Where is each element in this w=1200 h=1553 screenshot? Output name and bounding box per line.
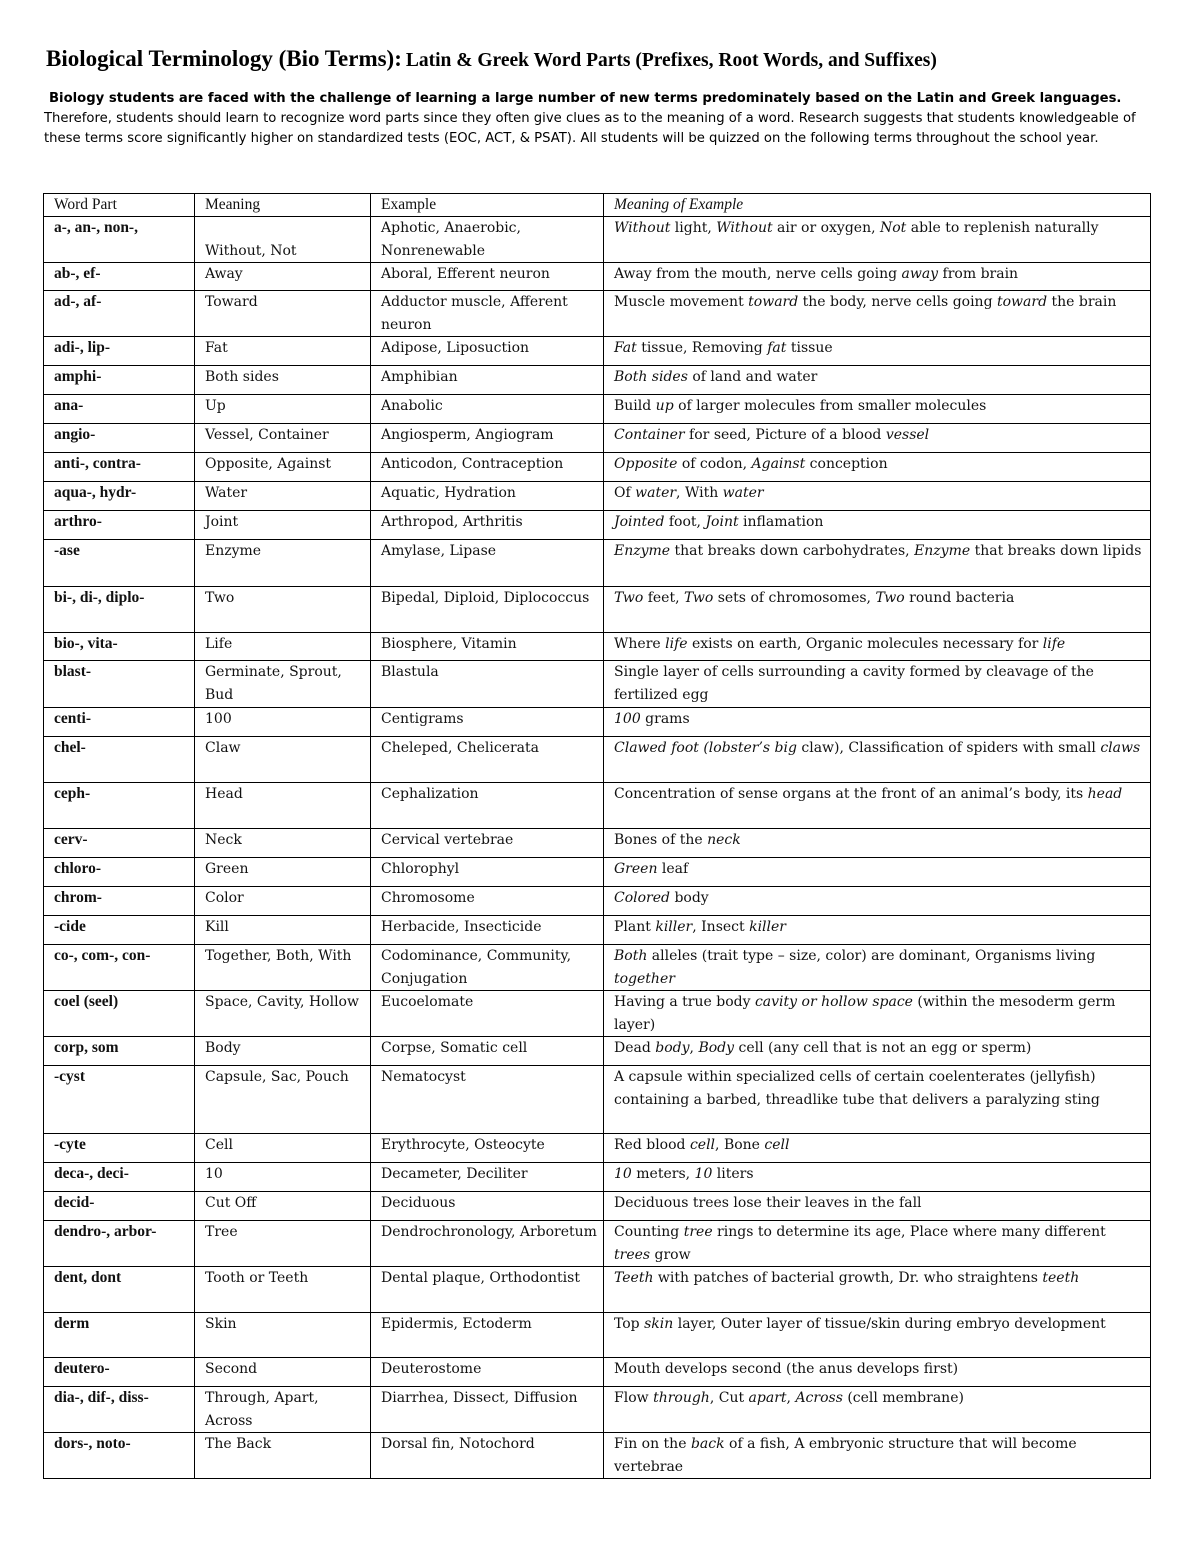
- meaning-cell: Life: [195, 633, 371, 661]
- table-row: [44, 1267, 1151, 1313]
- example-cell: Dental plaque, Orthodontist: [371, 1267, 604, 1313]
- word-part-cell: corp, som: [44, 1037, 195, 1066]
- table-row: [44, 661, 1151, 708]
- title-main: Biological Terminology (Bio Terms):: [46, 46, 402, 71]
- example-meaning-cell: Both alleles (trait type – size, color) are dominant, Organisms living together: [604, 945, 1151, 991]
- table-row: [44, 1358, 1151, 1387]
- meaning-cell: 10: [195, 1163, 371, 1192]
- example-meaning-cell: Muscle movement toward the body, nerve cells going toward the brain: [604, 291, 1151, 337]
- example-cell: Biosphere, Vitamin: [371, 633, 604, 661]
- example-meaning-cell: Without light, Without air or oxygen, Not able to replenish naturally: [604, 217, 1151, 263]
- meaning-cell: Without, Not: [195, 217, 371, 263]
- meaning-cell: Green: [195, 858, 371, 887]
- table-row: [44, 424, 1151, 453]
- example-meaning-cell: Of water, With water: [604, 482, 1151, 511]
- word-part-cell: aqua-, hydr-: [44, 482, 195, 511]
- example-cell: Cephalization: [371, 783, 604, 829]
- example-cell: Decameter, Deciliter: [371, 1163, 604, 1192]
- table-row: [44, 291, 1151, 337]
- word-part-cell: arthro-: [44, 511, 195, 540]
- table-row: [44, 511, 1151, 540]
- example-cell: Amphibian: [371, 366, 604, 395]
- meaning-cell: Space, Cavity, Hollow: [195, 991, 371, 1037]
- word-part-cell: bio-, vita-: [44, 633, 195, 661]
- word-part-cell: bi-, di-, diplo-: [44, 587, 195, 633]
- example-meaning-cell: Fin on the back of a fish, A embryonic structure that will become vertebrae: [604, 1433, 1151, 1479]
- example-meaning-cell: 100 grams: [604, 708, 1151, 737]
- meaning-cell: Claw: [195, 737, 371, 783]
- word-part-cell: -cide: [44, 916, 195, 945]
- table-row: [44, 829, 1151, 858]
- table-row: [44, 1433, 1151, 1479]
- example-cell: Centigrams: [371, 708, 604, 737]
- meaning-cell: The Back: [195, 1433, 371, 1479]
- table-row: [44, 587, 1151, 633]
- word-part-cell: deutero-: [44, 1358, 195, 1387]
- word-part-cell: -cyte: [44, 1134, 195, 1163]
- meaning-cell: Skin: [195, 1313, 371, 1358]
- word-part-cell: adi-, lip-: [44, 337, 195, 366]
- table-row: [44, 1192, 1151, 1221]
- example-cell: Arthropod, Arthritis: [371, 511, 604, 540]
- word-part-cell: decid-: [44, 1192, 195, 1221]
- meaning-cell: Up: [195, 395, 371, 424]
- word-part-cell: angio-: [44, 424, 195, 453]
- word-part-cell: ana-: [44, 395, 195, 424]
- meaning-cell: Through, Apart, Across: [195, 1387, 371, 1433]
- example-meaning-cell: A capsule within specialized cells of certain coelenterates (jellyfish) containing a barbed, threadlike tube that delivers a paralyzing sting: [604, 1066, 1151, 1134]
- table-row: [44, 395, 1151, 424]
- header-example: Example: [371, 194, 604, 217]
- example-meaning-cell: Plant killer, Insect killer: [604, 916, 1151, 945]
- meaning-cell: Second: [195, 1358, 371, 1387]
- table-row: [44, 783, 1151, 829]
- example-cell: Blastula: [371, 661, 604, 708]
- meaning-cell: Cell: [195, 1134, 371, 1163]
- meaning-cell: Together, Both, With: [195, 945, 371, 991]
- example-cell: Angiosperm, Angiogram: [371, 424, 604, 453]
- meaning-cell: Enzyme: [195, 540, 371, 587]
- word-part-cell: dendro-, arbor-: [44, 1221, 195, 1267]
- example-meaning-cell: Fat tissue, Removing fat tissue: [604, 337, 1151, 366]
- word-part-cell: ab-, ef-: [44, 263, 195, 291]
- example-meaning-cell: Where life exists on earth, Organic molecules necessary for life: [604, 633, 1151, 661]
- word-part-cell: -cyst: [44, 1066, 195, 1134]
- example-cell: Cervical vertebrae: [371, 829, 604, 858]
- meaning-cell: Two: [195, 587, 371, 633]
- example-cell: Dorsal fin, Notochord: [371, 1433, 604, 1479]
- table-row: [44, 366, 1151, 395]
- example-cell: Adductor muscle, Afferent neuron: [371, 291, 604, 337]
- example-meaning-cell: Flow through, Cut apart, Across (cell membrane): [604, 1387, 1151, 1433]
- example-meaning-cell: Enzyme that breaks down carbohydrates, Enzyme that breaks down lipids: [604, 540, 1151, 587]
- table-row: [44, 991, 1151, 1037]
- example-meaning-cell: Mouth develops second (the anus develops first): [604, 1358, 1151, 1387]
- example-meaning-cell: Colored body: [604, 887, 1151, 916]
- example-meaning-cell: Red blood cell, Bone cell: [604, 1134, 1151, 1163]
- example-meaning-cell: Teeth with patches of bacterial growth, Dr. who straightens teeth: [604, 1267, 1151, 1313]
- example-cell: Deuterostome: [371, 1358, 604, 1387]
- word-part-cell: ad-, af-: [44, 291, 195, 337]
- meaning-cell: Both sides: [195, 366, 371, 395]
- word-part-cell: amphi-: [44, 366, 195, 395]
- header-meaning-of-example: Meaning of Example: [604, 194, 1151, 217]
- table-row: [44, 217, 1151, 263]
- meaning-cell: Opposite, Against: [195, 453, 371, 482]
- table-row: [44, 337, 1151, 366]
- table-row: [44, 1134, 1151, 1163]
- word-part-cell: dors-, noto-: [44, 1433, 195, 1479]
- example-meaning-cell: Jointed foot, Joint inflamation: [604, 511, 1151, 540]
- table-row: [44, 858, 1151, 887]
- terms-table-body: [44, 194, 1151, 1479]
- meaning-cell: Capsule, Sac, Pouch: [195, 1066, 371, 1134]
- table-row: [44, 633, 1151, 661]
- example-meaning-cell: 10 meters, 10 liters: [604, 1163, 1151, 1192]
- example-cell: Cheleped, Chelicerata: [371, 737, 604, 783]
- table-row: [44, 1221, 1151, 1267]
- word-part-cell: dent, dont: [44, 1267, 195, 1313]
- word-part-cell: centi-: [44, 708, 195, 737]
- example-meaning-cell: Container for seed, Picture of a blood vessel: [604, 424, 1151, 453]
- table-row: [44, 540, 1151, 587]
- example-cell: Anabolic: [371, 395, 604, 424]
- title-sub: Latin & Greek Word Parts (Prefixes, Root Words, and Suffixes): [405, 50, 937, 71]
- example-cell: Codominance, Community, Conjugation: [371, 945, 604, 991]
- meaning-cell: Cut Off: [195, 1192, 371, 1221]
- header-word-part: Word Part: [44, 194, 195, 217]
- example-cell: Chromosome: [371, 887, 604, 916]
- example-cell: Eucoelomate: [371, 991, 604, 1037]
- example-meaning-cell: Single layer of cells surrounding a cavity formed by cleavage of the fertilized egg: [604, 661, 1151, 708]
- table-row: [44, 916, 1151, 945]
- meaning-cell: Kill: [195, 916, 371, 945]
- example-cell: Nematocyst: [371, 1066, 604, 1134]
- word-part-cell: chloro-: [44, 858, 195, 887]
- table-row: [44, 1387, 1151, 1433]
- example-cell: Chlorophyl: [371, 858, 604, 887]
- word-part-cell: co-, com-, con-: [44, 945, 195, 991]
- word-part-cell: -ase: [44, 540, 195, 587]
- example-meaning-cell: Both sides of land and water: [604, 366, 1151, 395]
- example-cell: Bipedal, Diploid, Diplococcus: [371, 587, 604, 633]
- word-part-cell: deca-, deci-: [44, 1163, 195, 1192]
- word-part-cell: ceph-: [44, 783, 195, 829]
- example-cell: Diarrhea, Dissect, Diffusion: [371, 1387, 604, 1433]
- terms-table: [43, 193, 1151, 1479]
- meaning-cell: 100: [195, 708, 371, 737]
- meaning-cell: Germinate, Sprout, Bud: [195, 661, 371, 708]
- table-row: [44, 1313, 1151, 1358]
- table-row: [44, 482, 1151, 511]
- example-meaning-cell: Counting tree rings to determine its age, Place where many different trees grow: [604, 1221, 1151, 1267]
- word-part-cell: anti-, contra-: [44, 453, 195, 482]
- intro-paragraph: [44, 89, 1164, 150]
- table-row: [44, 708, 1151, 737]
- meaning-cell: Neck: [195, 829, 371, 858]
- intro-lead: Biology students are faced with the challenge of learning a large number of new terms predominately based on the Latin and Greek languages.: [49, 91, 1122, 106]
- word-part-cell: a-, an-, non-,: [44, 217, 195, 263]
- example-meaning-cell: Dead body, Body cell (any cell that is not an egg or sperm): [604, 1037, 1151, 1066]
- example-cell: Epidermis, Ectoderm: [371, 1313, 604, 1358]
- meaning-cell: Body: [195, 1037, 371, 1066]
- example-cell: Erythrocyte, Osteocyte: [371, 1134, 604, 1163]
- example-cell: Corpse, Somatic cell: [371, 1037, 604, 1066]
- intro-body: Therefore, students should learn to recognize word parts since they often give clues as to the meaning of a word. Research suggests that students knowledgeable of these terms score significantly higher on standardized tests (EOC, ACT, & PSAT). All students will be quizzed on the following terms throughout the school year.: [44, 111, 1136, 147]
- meaning-cell: Vessel, Container: [195, 424, 371, 453]
- example-cell: Aphotic, Anaerobic, Nonrenewable: [371, 217, 604, 263]
- word-part-cell: blast-: [44, 661, 195, 708]
- example-cell: Aquatic, Hydration: [371, 482, 604, 511]
- table-row: [44, 453, 1151, 482]
- example-meaning-cell: Two feet, Two sets of chromosomes, Two round bacteria: [604, 587, 1151, 633]
- example-meaning-cell: Away from the mouth, nerve cells going away from brain: [604, 263, 1151, 291]
- table-row: [44, 263, 1151, 291]
- example-meaning-cell: Opposite of codon, Against conception: [604, 453, 1151, 482]
- example-meaning-cell: Deciduous trees lose their leaves in the fall: [604, 1192, 1151, 1221]
- table-header-row: [44, 194, 1151, 217]
- example-meaning-cell: Having a true body cavity or hollow space (within the mesoderm germ layer): [604, 991, 1151, 1037]
- table-row: [44, 887, 1151, 916]
- word-part-cell: dia-, dif-, diss-: [44, 1387, 195, 1433]
- example-cell: Herbacide, Insecticide: [371, 916, 604, 945]
- table-row: [44, 1163, 1151, 1192]
- example-cell: Deciduous: [371, 1192, 604, 1221]
- word-part-cell: chrom-: [44, 887, 195, 916]
- word-part-cell: coel (seel): [44, 991, 195, 1037]
- meaning-cell: Tree: [195, 1221, 371, 1267]
- table-row: [44, 737, 1151, 783]
- meaning-cell: Fat: [195, 337, 371, 366]
- example-meaning-cell: Concentration of sense organs at the front of an animal’s body, its head: [604, 783, 1151, 829]
- meaning-cell: Toward: [195, 291, 371, 337]
- example-cell: Aboral, Efferent neuron: [371, 263, 604, 291]
- word-part-cell: derm: [44, 1313, 195, 1358]
- table-row: [44, 1066, 1151, 1134]
- meaning-cell: Away: [195, 263, 371, 291]
- example-meaning-cell: Build up of larger molecules from smaller molecules: [604, 395, 1151, 424]
- example-meaning-cell: Top skin layer, Outer layer of tissue/skin during embryo development: [604, 1313, 1151, 1358]
- example-cell: Amylase, Lipase: [371, 540, 604, 587]
- example-cell: Adipose, Liposuction: [371, 337, 604, 366]
- example-meaning-cell: Green leaf: [604, 858, 1151, 887]
- header-meaning: Meaning: [195, 194, 371, 217]
- example-meaning-cell: Bones of the neck: [604, 829, 1151, 858]
- word-part-cell: cerv-: [44, 829, 195, 858]
- meaning-cell: Joint: [195, 511, 371, 540]
- table-row: [44, 945, 1151, 991]
- meaning-cell: Water: [195, 482, 371, 511]
- word-part-cell: chel-: [44, 737, 195, 783]
- example-cell: Dendrochronology, Arboretum: [371, 1221, 604, 1267]
- meaning-cell: Head: [195, 783, 371, 829]
- example-cell: Anticodon, Contraception: [371, 453, 604, 482]
- meaning-cell: Color: [195, 887, 371, 916]
- table-row: [44, 1037, 1151, 1066]
- page-title: [46, 46, 1166, 72]
- meaning-cell: Tooth or Teeth: [195, 1267, 371, 1313]
- example-meaning-cell: Clawed foot (lobster’s big claw), Classification of spiders with small claws: [604, 737, 1151, 783]
